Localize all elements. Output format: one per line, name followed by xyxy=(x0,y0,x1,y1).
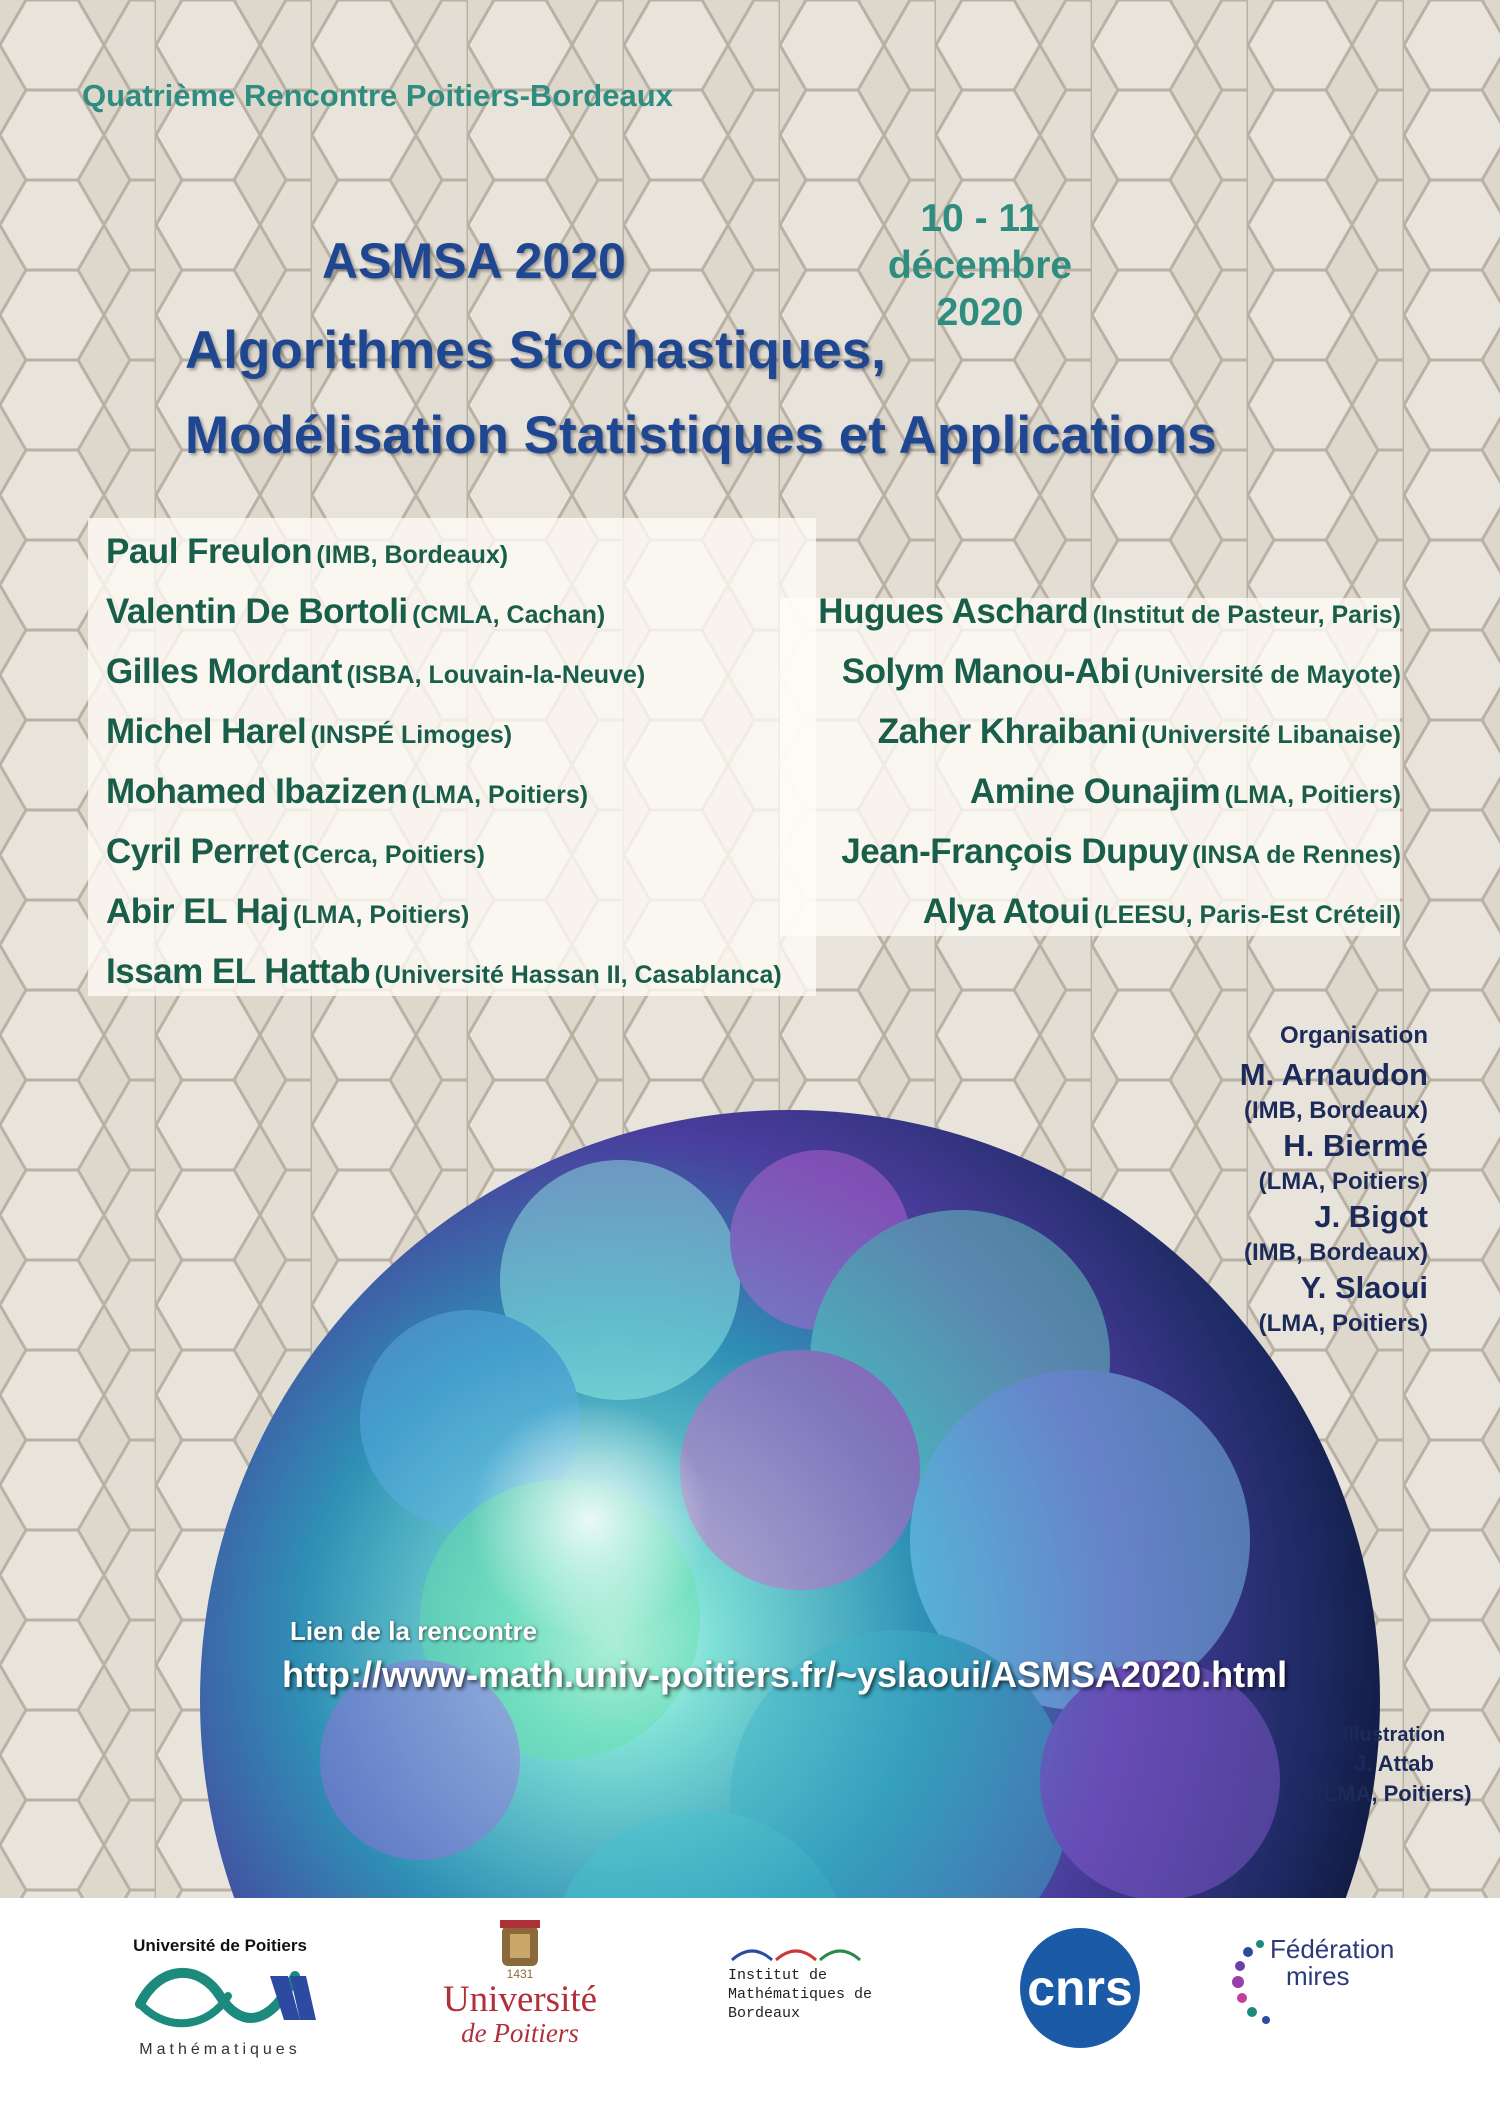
organiser-affiliation: (IMB, Bordeaux) xyxy=(1243,1096,1428,1124)
up-year-text: 1431 xyxy=(506,1967,534,1981)
mires-dots-icon xyxy=(1230,1936,1280,2036)
organiser-affiliation: (IMB, Bordeaux) xyxy=(1243,1239,1428,1267)
imb-arcs-icon xyxy=(728,1940,878,1962)
imb-line3-text: Bordeaux xyxy=(728,2004,801,2022)
date-year: 2020 xyxy=(936,290,1024,334)
illustrator-name: J. Attab xyxy=(1354,1751,1434,1776)
date-month: décembre xyxy=(887,243,1073,287)
logo-footer xyxy=(0,1898,1500,2122)
speaker-right: Jean-François Dupuy (INSA de Rennes) xyxy=(841,832,1401,871)
lma-alpha-icon xyxy=(120,1956,320,2036)
organiser-name: M. Arnaudon xyxy=(1239,1057,1428,1092)
mires-line2-text: mires xyxy=(1286,1961,1350,1992)
imb-logo xyxy=(728,1940,878,2023)
speaker-right: Solym Manou-Abi (Université de Mayote) xyxy=(841,652,1401,691)
speaker-right: Zaher Khraibani (Université Libanaise) xyxy=(877,712,1401,751)
speaker-left: Valentin De Bortoli (CMLA, Cachan) xyxy=(106,592,606,631)
speaker-right: Alya Atoui (LEESU, Paris-Est Créteil) xyxy=(922,892,1401,931)
event-title-line-1: Algorithmes Stochastiques, xyxy=(185,321,886,380)
event-title-line-2: Modélisation Statistiques et Applications xyxy=(185,406,1217,465)
speaker-left: Issam EL Hattab (Université Hassan II, Casablanca) xyxy=(106,952,782,991)
organisation-heading: Organisation xyxy=(1279,1022,1428,1049)
imb-line1-text: Institut de xyxy=(728,1967,828,1984)
organiser-affiliation: (LMA, Poitiers) xyxy=(1258,1310,1428,1338)
event-date xyxy=(855,196,1105,336)
speaker-left: Gilles Mordant (ISBA, Louvain-la-Neuve) xyxy=(106,652,646,691)
organiser-name: Y. Slaoui xyxy=(1300,1270,1428,1306)
event-series: Quatrième Rencontre Poitiers-Bordeaux xyxy=(82,78,673,113)
cnrs-logo: cnrs xyxy=(1020,1928,1140,2048)
event-link[interactable]: http://www-math.univ-poitiers.fr/~yslaoui/ASMSA2020.html xyxy=(282,1654,1288,1695)
imb-line2-text: Mathématiques de xyxy=(728,1985,873,2003)
organiser-name: J. Bigot xyxy=(1314,1199,1428,1235)
lma-logo-bottom-text: Mathématiques xyxy=(139,2041,301,2058)
federation-mires-logo xyxy=(1230,1936,1410,1991)
speaker-right: Hugues Aschard (Institut de Pasteur, Paris) xyxy=(818,592,1401,631)
speaker-left: Michel Harel (INSPÉ Limoges) xyxy=(106,712,513,751)
speaker-left: Paul Freulon (IMB, Bordeaux) xyxy=(106,532,509,571)
speaker-left: Abir EL Haj (LMA, Poitiers) xyxy=(106,892,470,931)
lma-logo xyxy=(110,1936,330,2059)
lma-logo-top-text: Université de Poitiers xyxy=(133,1936,307,1955)
organiser-name: H. Biermé xyxy=(1283,1128,1428,1164)
speaker-left: Mohamed Ibazizen (LMA, Poitiers) xyxy=(106,772,589,811)
universite-poitiers-logo xyxy=(425,1920,615,2049)
coat-of-arms-icon xyxy=(490,1920,550,1968)
illustration-credit xyxy=(1314,1722,1474,1808)
event-acronym: ASMSA 2020 xyxy=(322,233,626,289)
speaker-left: Cyril Perret (Cerca, Poitiers) xyxy=(106,832,485,871)
illustration-heading: Illustration xyxy=(1342,1724,1446,1746)
illustrator-affiliation: (LMA, Poitiers) xyxy=(1316,1780,1472,1806)
up-line1-text: Université xyxy=(442,1979,598,2020)
organisation-block xyxy=(1168,1022,1428,1341)
date-days: 10 - 11 xyxy=(920,197,1040,240)
up-line2-text: de Poitiers xyxy=(461,2018,579,2048)
link-heading: Lien de la rencontre xyxy=(290,1616,538,1646)
mires-line1-text: Fédération xyxy=(1270,1934,1395,1964)
speaker-right: Amine Ounajim (LMA, Poitiers) xyxy=(969,772,1401,811)
organiser-affiliation: (LMA, Poitiers) xyxy=(1258,1167,1428,1195)
speakers-panel-right xyxy=(780,598,1400,936)
